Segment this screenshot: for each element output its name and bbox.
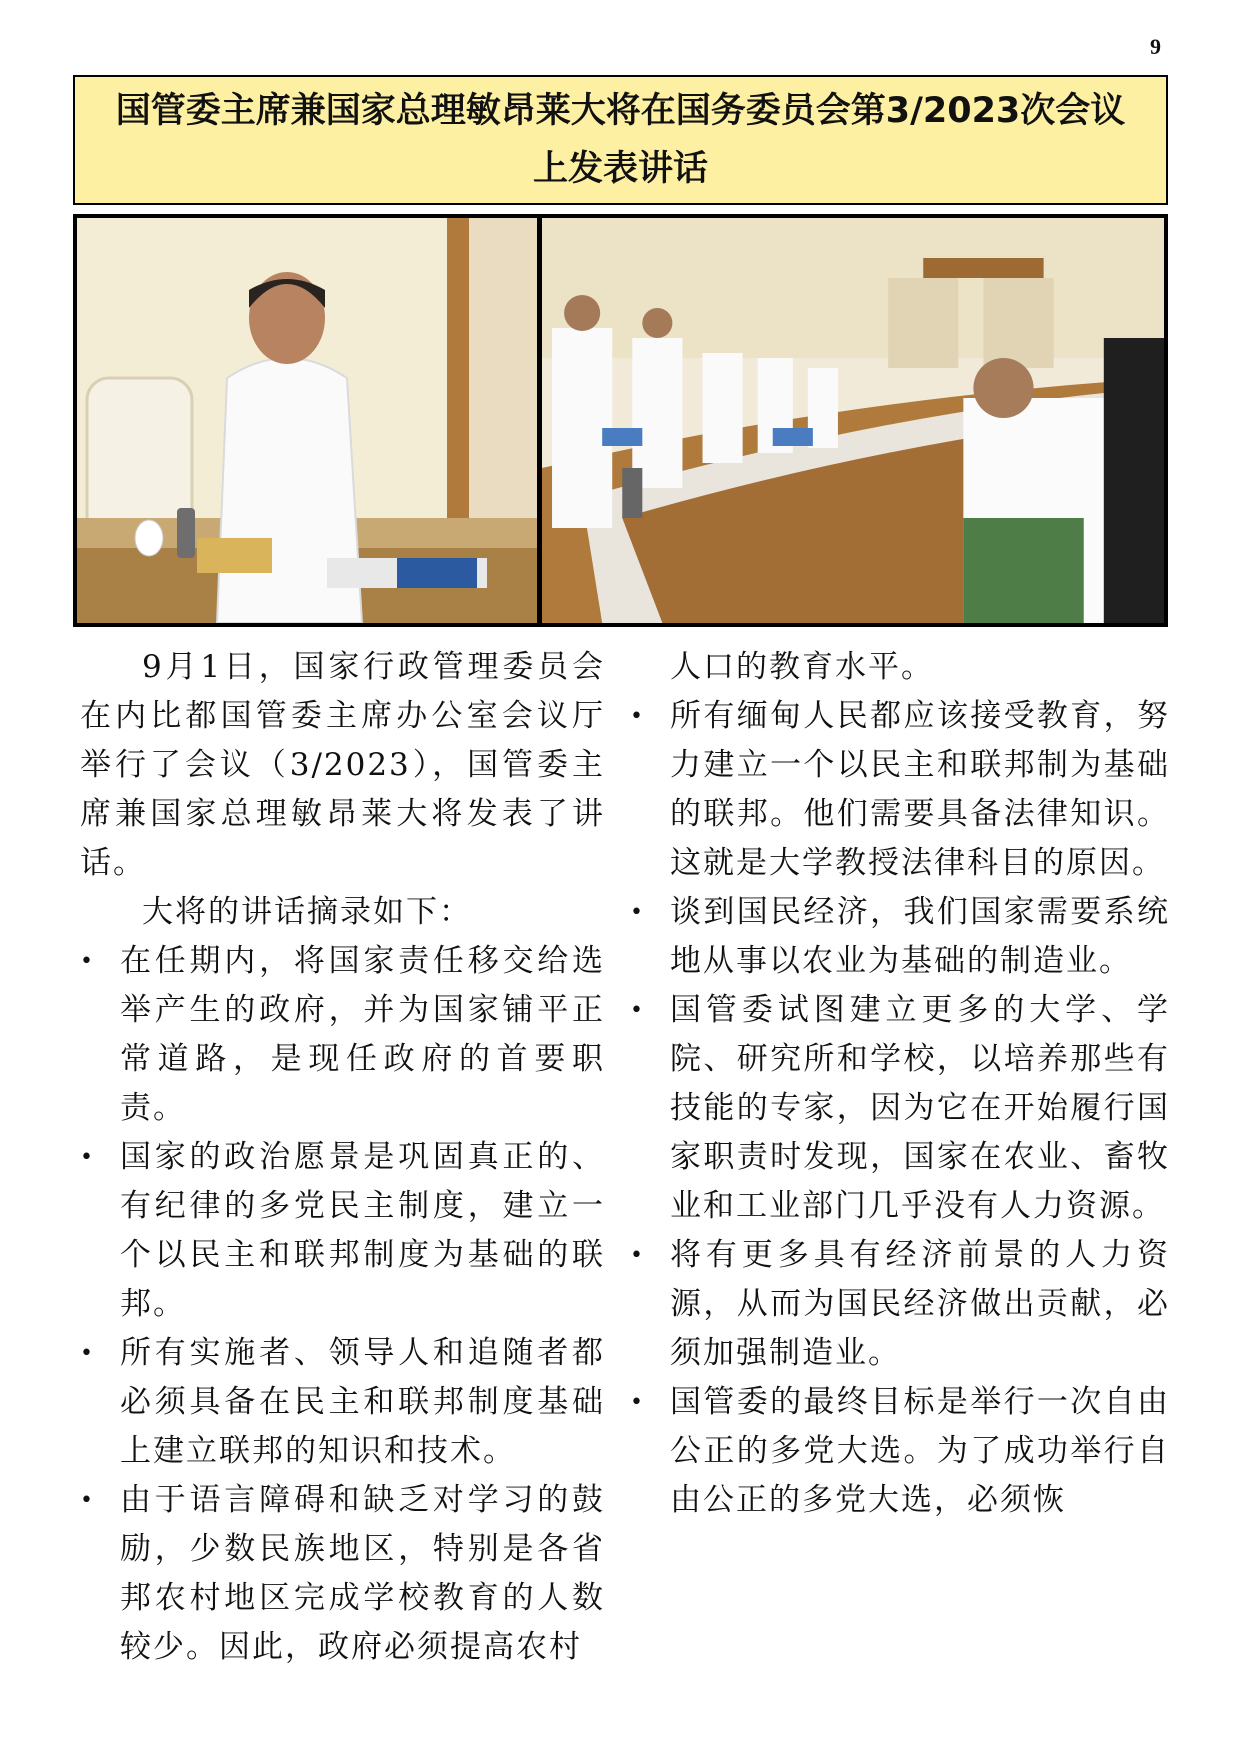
left-column	[80, 643, 605, 1672]
photo-strip	[73, 214, 1168, 627]
title-line-2: 上发表讲话	[532, 149, 708, 189]
left-bullet-list	[80, 937, 605, 1672]
bullet-item: • 国管委的最终目标是举行一次自由公正的多党大选。为了成功举行自由公正的多党大选，必须恢	[630, 1378, 1170, 1525]
continued-text: 人口的教育水平。	[670, 649, 934, 685]
right-column	[630, 643, 1170, 1525]
meeting-room-photo	[542, 218, 1164, 623]
bullet-item: • 国管委试图建立更多的大学、学院、研究所和学校，以培养那些有技能的专家，因为它在开始履行国家职责时发现，国家在农业、畜牧业和工业部门几乎没有人力资源。	[630, 986, 1170, 1231]
page-number: 9	[1150, 34, 1161, 59]
intro-paragraph: 9月1日，国家行政管理委员会在内比都国管委主席办公室会议厅举行了会议（3/2023），国管委主席兼国家总理敏昂莱大将发表了讲话。	[80, 649, 605, 881]
speaker-photo	[77, 218, 537, 623]
bullet-item: • 国家的政治愿景是巩固真正的、有纪律的多党民主制度，建立一个以民主和联邦制度为基础的联邦。	[80, 1133, 605, 1329]
right-bullet-list	[630, 692, 1170, 1525]
title-line-1: 国管委主席兼国家总理敏昂莱大将在国务委员会第3/2023次会议	[115, 91, 1126, 131]
article-title	[73, 75, 1168, 205]
lead-paragraph: 大将的讲话摘录如下：	[142, 894, 472, 930]
bullet-item: • 在任期内，将国家责任移交给选举产生的政府，并为国家铺平正常道路，是现任政府的首要职责。	[80, 937, 605, 1133]
bullet-item: • 谈到国民经济，我们国家需要系统地从事以农业为基础的制造业。	[630, 888, 1170, 986]
bullet-item: • 由于语言障碍和缺乏对学习的鼓励，少数民族地区，特别是各省邦农村地区完成学校教育的人数较少。因此，政府必须提高农村	[80, 1476, 605, 1672]
bullet-item: • 所有实施者、领导人和追随者都必须具备在民主和联邦制度基础上建立联邦的知识和技术。	[80, 1329, 605, 1476]
bullet-item: • 所有缅甸人民都应该接受教育，努力建立一个以民主和联邦制为基础的联邦。他们需要具备法律知识。这就是大学教授法律科目的原因。	[630, 692, 1170, 888]
bullet-item: • 将有更多具有经济前景的人力资源，从而为国民经济做出贡献，必须加强制造业。	[630, 1231, 1170, 1378]
